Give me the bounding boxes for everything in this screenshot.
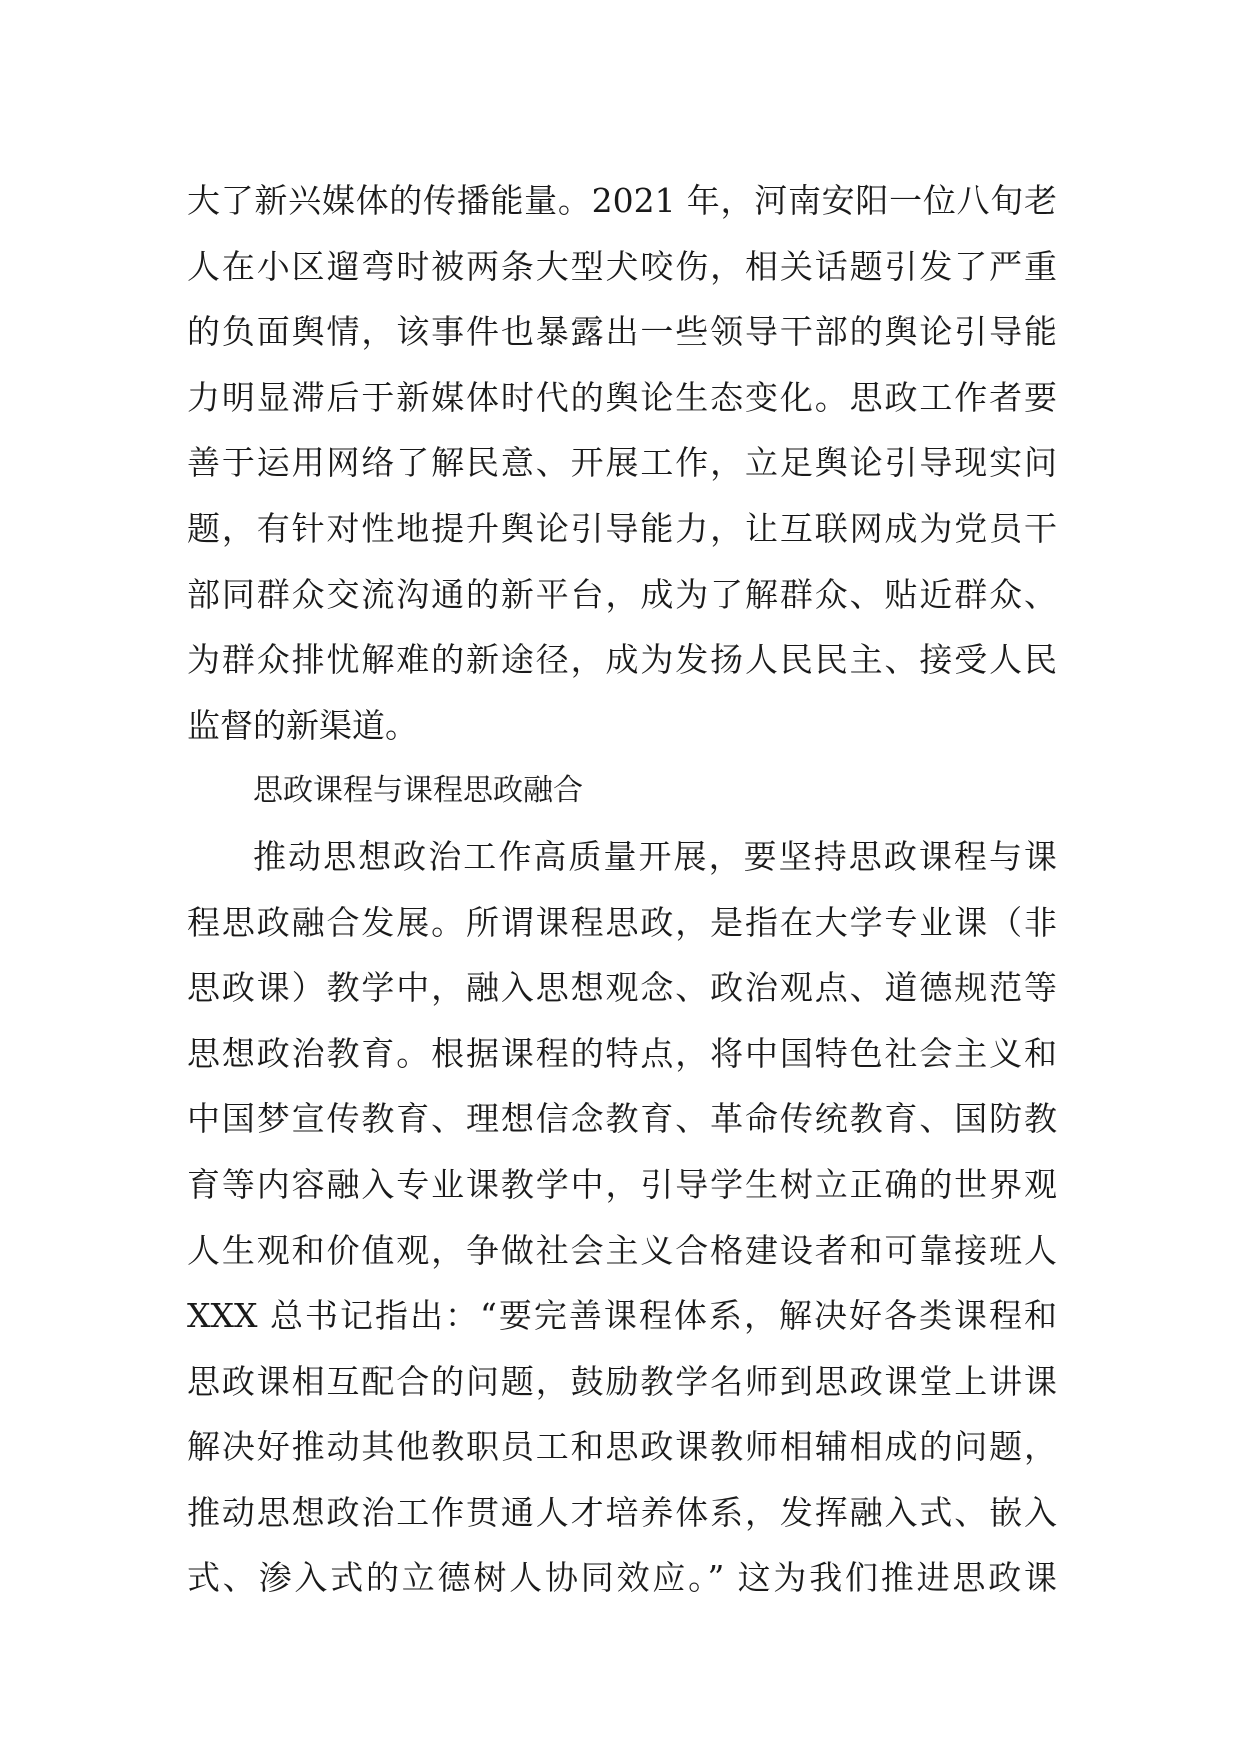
paragraph-line: 的负面舆情，该事件也暴露出一些领导干部的舆论引导能 — [187, 312, 1057, 352]
paragraph-line: 思政课相互配合的问题，鼓励教学名师到思政课堂上讲课 — [187, 1361, 1057, 1401]
section-heading: 思政课程与课程思政融合 — [253, 773, 583, 809]
paragraph-line: 为群众排忧解难的新途径，成为发扬人民民主、接受人民 — [187, 640, 1057, 680]
paragraph-line: 题，有针对性地提升舆论引导能力，让互联网成为党员干 — [187, 508, 1057, 548]
paragraph-line: 解决好推动其他教职员工和思政课教师相辅相成的问题， — [187, 1427, 1057, 1467]
paragraph-line: 推动思想政治工作贯通人才培养体系，发挥融入式、嵌入 — [187, 1492, 1057, 1532]
paragraph-line: 善于运用网络了解民意、开展工作，立足舆论引导现实问 — [187, 443, 1057, 483]
paragraph-line: 式、渗入式的立德树人协同效应。” 这为我们推进思政课 — [187, 1558, 1057, 1598]
paragraph-line: 程思政融合发展。所谓课程思政，是指在大学专业课（非 — [187, 902, 1057, 942]
paragraph-line: 思政课）教学中，融入思想观念、政治观点、道德规范等 — [187, 968, 1057, 1008]
paragraph-line: XXX 总书记指出：“要完善课程体系，解决好各类课程和 — [187, 1296, 1057, 1336]
paragraph-line: 人生观和价值观，争做社会主义合格建设者和可靠接班人 — [187, 1230, 1057, 1270]
paragraph-line: 育等内容融入专业课教学中，引导学生树立正确的世界观 — [187, 1164, 1057, 1204]
paragraph-line: 思想政治教育。根据课程的特点，将中国特色社会主义和 — [187, 1033, 1057, 1073]
paragraph-line: 中国梦宣传教育、理想信念教育、革命传统教育、国防教 — [187, 1099, 1057, 1139]
paragraph-line: 力明显滞后于新媒体时代的舆论生态变化。思政工作者要 — [187, 377, 1057, 417]
document-body — [187, 168, 1057, 1611]
paragraph-line: 大了新兴媒体的传播能量。2021 年，河南安阳一位八旬老 — [187, 181, 1057, 220]
paragraph-line: 人在小区遛弯时被两条大型犬咬伤，相关话题引发了严重 — [187, 246, 1057, 286]
paragraph-line: 部同群众交流沟通的新平台，成为了解群众、贴近群众、 — [187, 574, 1057, 614]
paragraph-line: 监督的新渠道。 — [187, 705, 418, 745]
paragraph-line: 推动思想政治工作高质量开展，要坚持思政课程与课 — [253, 836, 1057, 876]
